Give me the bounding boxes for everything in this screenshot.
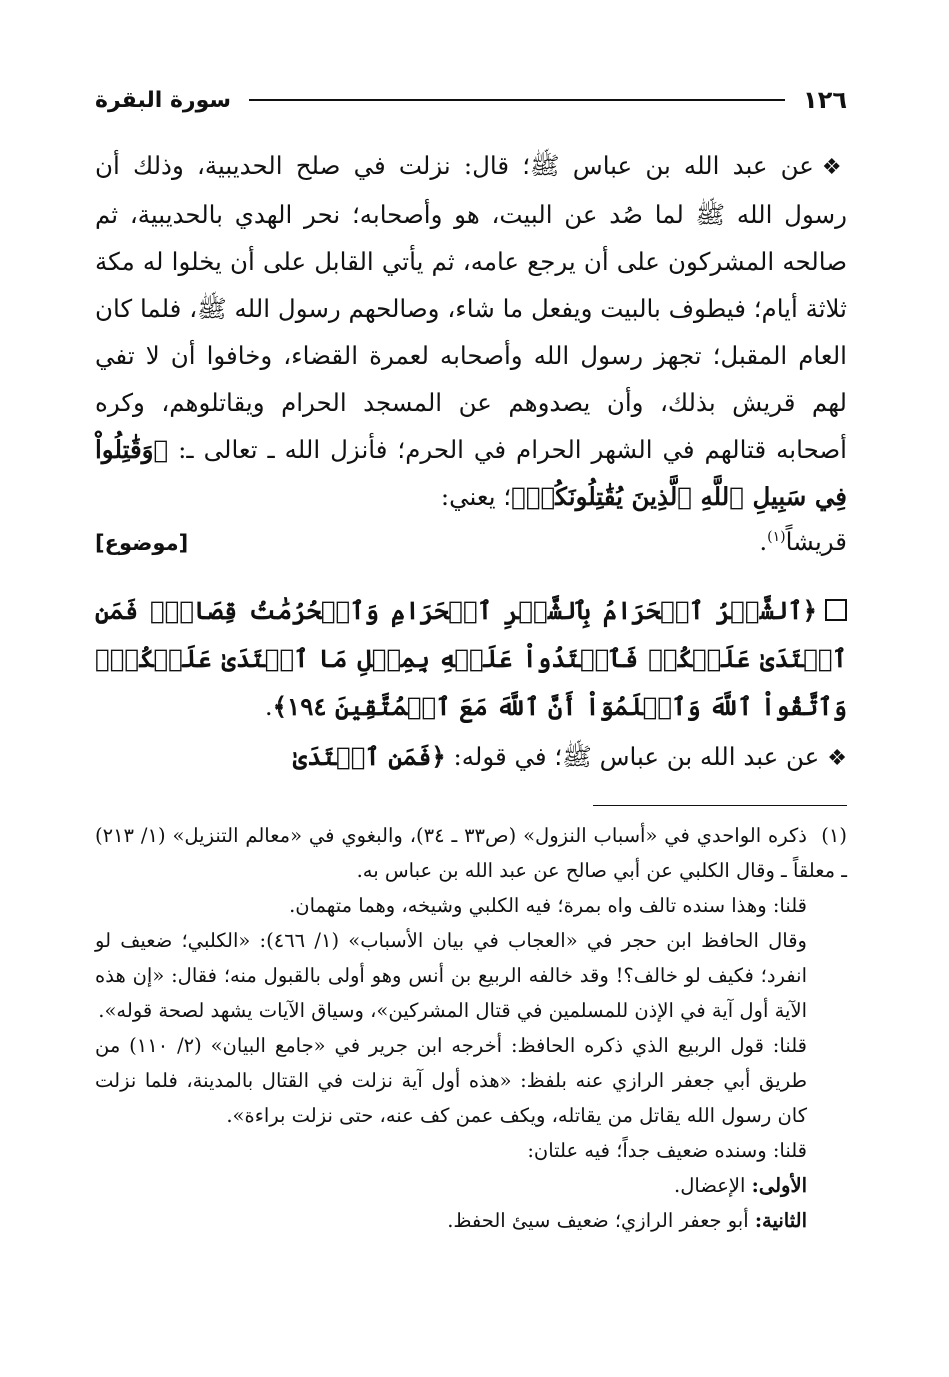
verse-text: ﴿ٱلشَّهۡرُ ٱلۡحَرَامُ بِٱلشَّهۡرِ ٱلۡحَرَامِ وَٱلۡحُرُمَٰتُ قِصَاصٞۚ فَمَنِ ٱعۡتَدَىٰ عَلَيۡكُمۡ فَٱعۡتَدُواْ عَلَيۡهِ بِمِثۡلِ مَا ٱعۡتَدَىٰ عَلَيۡكُمۡۚ وَٱتَّقُواْ ٱللَّهَ وَٱعۡلَمُوٓاْ أَنَّ ٱللَّهَ مَعَ ٱلۡمُتَّقِينَ ١٩٤﴾ [95,596,847,721]
book-page [95,80,847,1238]
quran-quote-2: ﴿فَمَنِ ٱعۡتَدَىٰ [292,742,446,771]
footnote-line: قلنا: وهذا سنده تالف واه بمرة؛ فيه الكلبي وشيخه، وهما متهمان. [289,894,807,917]
narration-2-text: عن عبد الله بن عباس ﷺ؛ في قوله: [445,742,820,771]
footnote-line [95,818,847,888]
narration-text: عن عبد الله بن عباس ﷺ؛ قال: نزلت في صلح الحديبية، وذلك أن رسول الله ﷺ لما صُد عن البيت، هو وأصحابه؛ نحر الهدي بالحديبية، ثم صالحه المشركون على أن يرجع عامه، ثم يأتي القابل على أن يخلوا له مكة ثلاثة أيام؛ فيطوف بالبيت ويفعل ما شاء، وصالحهم رسول الله ﷺ، فلما كان العام المقبل؛ تجهز رسول الله وأصحابه لعمرة القضاء، وخافوا أن لا تفي لهم قريش بذلك، وأن يصدوهم عن المسجد الحرام ويقاتلوهم، وكره أصحابه قتالهم في الشهر الحرام في الحرم؛ فأنزل الله ـ تعالى ـ: [95,151,847,464]
footnote-number: (١) [821,824,847,847]
footnotes [95,818,847,1238]
page-number: ١٢٦ [803,86,847,114]
narration-last-line [95,520,847,565]
verse-block [95,587,847,731]
footnote-text: ذكره الواحدي في «أسباب النزول» (ص٣٣ ـ ٣٤)، والبغوي في «معالم التنزيل» (١/ ٢١٣) ـ معلقاً ـ وقال الكلبي عن أبي صالح عن عبد الله بن عباس به. [95,824,847,882]
footnote-label-first: الأولى: [751,1174,807,1197]
footnote-second-text: أبو جعفر الرازي؛ ضعيف سيئ الحفظ. [447,1209,755,1232]
footnote-line: قلنا: وسنده ضعيف جداً؛ فيه علتان: [527,1139,807,1162]
grade-label: [موضوع] [95,531,189,555]
paragraph-narration-2 [95,733,847,783]
narration-end: . [759,527,768,556]
footnote-line [95,1168,847,1203]
footnote-line: وقال الحافظ ابن حجر في «العجاب في بيان الأسباب» (١/ ٤٦٦): «الكلبي؛ ضعيف لو انفرد؛ فكيف لو خالف؟! وقد خالفه الربيع بن أنس وهو أولى بالقبول منه؛ فقال: «إن هذه الآية أول آية في الإذن للمسلمين في قتال المشركين»، وسياق الآيات يشهد لصحة قوله». [95,929,807,1022]
paragraph-narration [95,142,847,520]
footnote-line: قلنا: قول الربيع الذي ذكره الحافظ: أخرجه ابن جرير في «جامع البيان» (٢/ ١١٠) من طريق أبي جعفر الرازي عنه بلفظ: «هذه أول آية نزلت في القتال بالمدينة، فلما نزلت كان رسول الله يقاتل من يقاتله، ويكف عمن كف عنه، حتى نزلت براءة». [95,1034,807,1127]
footnote-first-text: الإعضال. [674,1174,752,1197]
footnote-label-second: الثانية: [754,1209,807,1232]
surah-name: سورة البقرة [95,87,232,113]
header-rule [249,99,785,101]
narration-after-quote: ؛ يعني: [440,482,512,511]
footnote-separator [593,805,847,806]
verse-end: . [264,692,273,721]
footnote-reference[interactable]: (١) [767,528,786,545]
running-header [95,80,847,120]
square-icon [825,599,847,621]
star-bullet-icon: ❖ [821,155,847,180]
footnote-line [95,1203,847,1238]
quran-quote: ﴿وَقَٰتِلُواْ فِي سَبِيلِ ٱللَّهِ ٱلَّذِينَ يُقَٰتِلُونَكُمۡ﴾ [95,435,847,511]
star-bullet-icon: ❖ [827,746,847,771]
narration-last-word: قريشاً [785,527,847,556]
narration-last-segment [759,520,847,564]
